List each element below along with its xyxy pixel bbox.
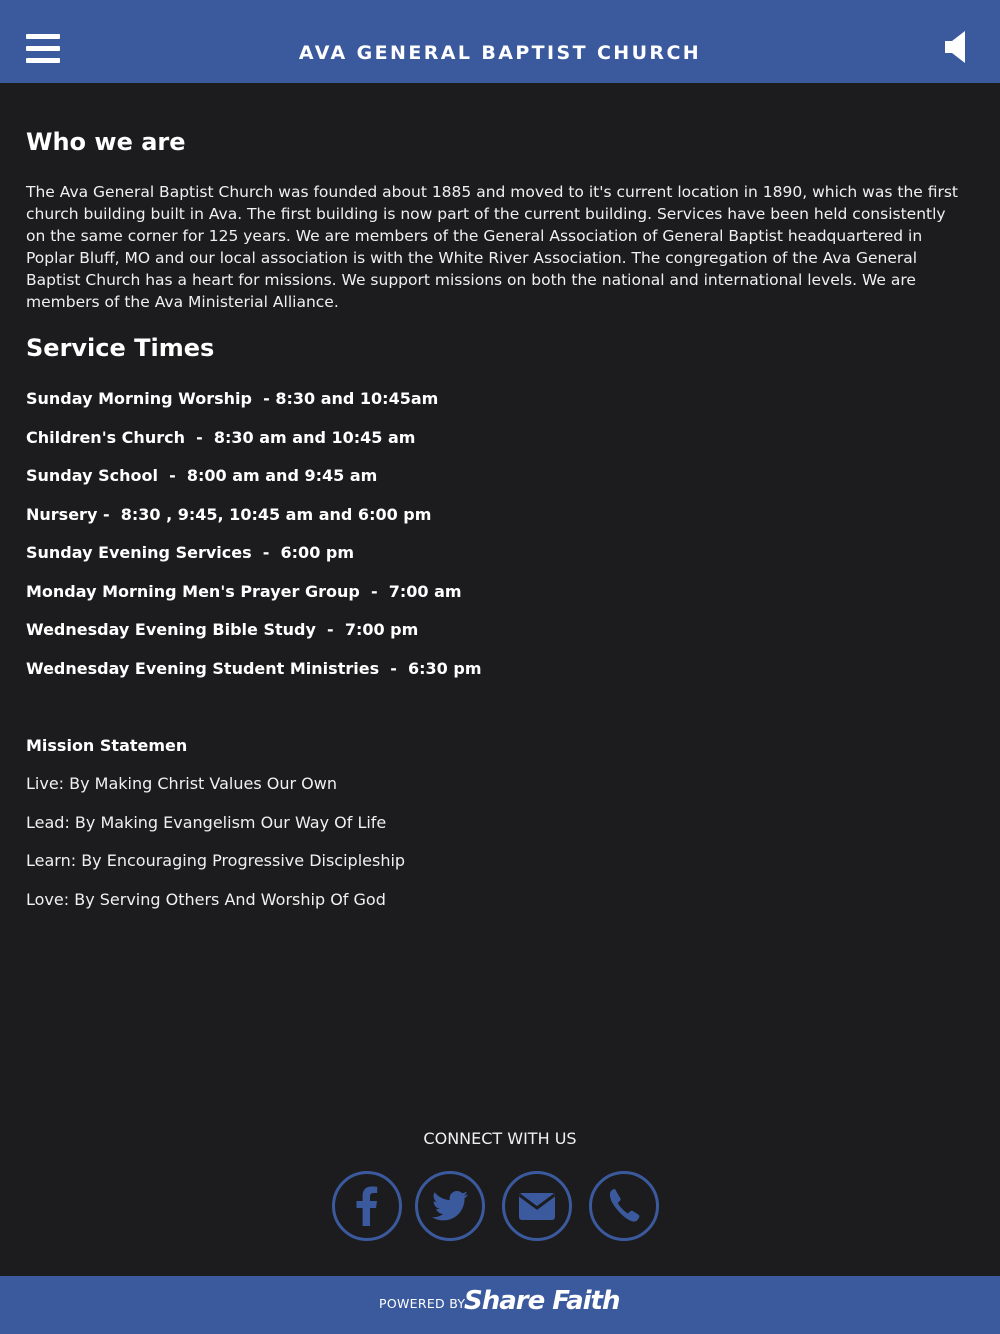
app-title: AVA GENERAL BAPTIST CHURCH <box>298 42 702 64</box>
phone-button[interactable] <box>589 1171 659 1241</box>
mission-list <box>26 774 405 928</box>
speaker-icon[interactable] <box>943 30 969 64</box>
service-item: Nursery - 8:30 , 9:45, 10:45 am and 6:00 pm <box>26 504 432 524</box>
service-item: Wednesday Evening Bible Study - 7:00 pm <box>26 620 419 639</box>
service-item: Monday Morning Men's Prayer Group - 7:00 am <box>26 581 462 601</box>
mission-item: Love: By Serving Others And Worship Of God <box>26 889 386 909</box>
email-button[interactable] <box>502 1171 572 1241</box>
about-paragraph: The Ava General Baptist Church was founded about 1885 and moved to it's current location in 1890, which was the first church building built in Ava. The first building is now part of the current building. Services have been held consistently on the same corner for 125 years. We are members of the General Association of General Baptist headquartered in Poplar Bluff, MO and our local association is with the White River Association. The congregation of the Ava General Baptist Church has a heart for missions. We support missions on both the national and international levels. We are members of the Ava Ministerial Alliance. <box>26 183 959 311</box>
service-item: Children's Church - 8:30 am and 10:45 am <box>26 427 416 447</box>
hamburger-menu-icon[interactable] <box>26 34 60 64</box>
mission-item: Live: By Making Christ Values Our Own <box>26 774 337 793</box>
service-item: Wednesday Evening Student Ministries - 6:30 pm <box>26 658 482 678</box>
facebook-button[interactable] <box>332 1171 402 1241</box>
twitter-button[interactable] <box>415 1171 485 1241</box>
about-heading: Who we are <box>26 128 186 156</box>
powered-by-label: POWERED BY <box>379 1296 466 1311</box>
email-icon <box>505 1174 569 1238</box>
twitter-icon <box>418 1174 482 1238</box>
mission-heading: Mission Statemen <box>26 736 188 755</box>
service-item: Sunday Morning Worship - 8:30 and 10:45am <box>26 389 439 408</box>
phone-icon <box>592 1174 656 1238</box>
connect-label: CONNECT WITH US <box>423 1129 577 1148</box>
facebook-icon <box>335 1174 399 1238</box>
top-bar <box>0 0 1000 83</box>
mission-item: Lead: By Making Evangelism Our Way Of Life <box>26 812 387 832</box>
service-times-heading: Service Times <box>26 334 215 362</box>
service-item: Sunday School - 8:00 am and 9:45 am <box>26 466 378 485</box>
mission-item: Learn: By Encouraging Progressive Discipleship <box>26 851 406 870</box>
footer <box>0 1276 1000 1334</box>
sharefaith-logo[interactable]: Share Faith <box>464 1286 620 1316</box>
service-times-list <box>26 389 482 697</box>
service-item: Sunday Evening Services - 6:00 pm <box>26 543 355 562</box>
